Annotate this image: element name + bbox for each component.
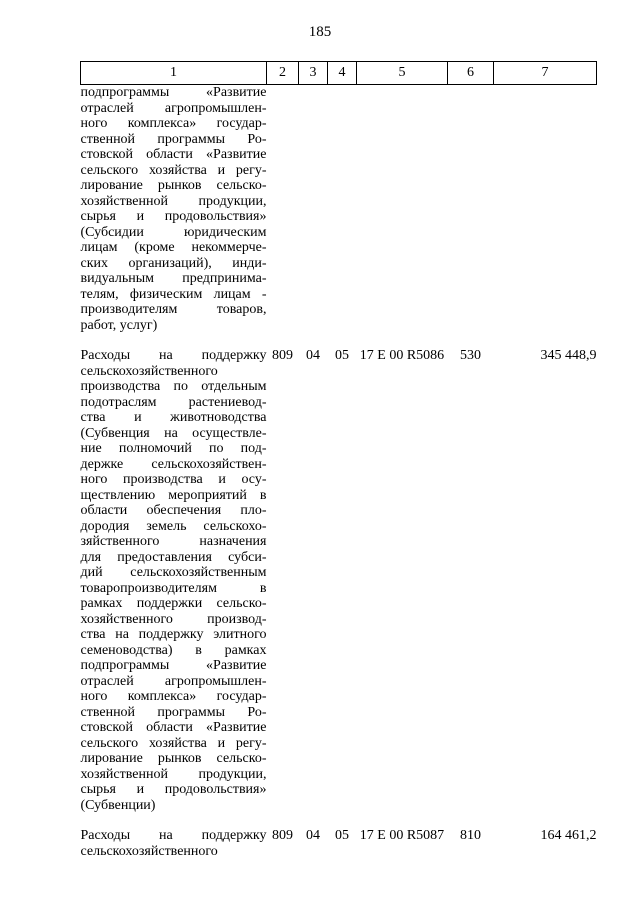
description-line: ственной программы Ро-: [80, 131, 267, 147]
row-subsection-code: 05: [335, 348, 349, 363]
description-line: подпрограммы «Развитие: [80, 658, 267, 673]
column-header: 5: [357, 62, 448, 85]
row-amount: 164 461,2: [540, 828, 597, 843]
description-line: ние полномочий по под-: [80, 441, 267, 456]
column-header: 1: [81, 62, 267, 85]
description-line: ства на поддержку элитного: [80, 627, 267, 642]
description-line: подпрограммы «Развитие: [80, 85, 267, 100]
row-subsection-code: 05: [335, 828, 349, 843]
row-expense-type-code: 810: [460, 828, 481, 843]
description-line: стовской области «Развитие: [80, 147, 267, 162]
description-line: товаропроизводителям в: [80, 580, 267, 596]
description-line: сырья и продовольствия»: [80, 209, 267, 224]
description-line: отраслей агропромышлен-: [80, 100, 267, 116]
column-header: 6: [448, 62, 494, 85]
row-section-code: 04: [306, 348, 320, 363]
row-ministry-code: 809: [272, 348, 293, 363]
description-line: сельского хозяйства и регу-: [80, 162, 267, 178]
description-line: ществлению мероприятий в: [80, 487, 267, 503]
description-line: ного комплекса» государ-: [80, 116, 267, 131]
description-line: ного производства и осу-: [80, 472, 267, 487]
description-line: дородия земель сельскохо-: [80, 518, 267, 534]
row-ministry-code: 809: [272, 828, 293, 843]
row-ministry-code: [267, 85, 299, 334]
description-line: ного комплекса» государ-: [80, 689, 267, 704]
description-line: телям, физическим лицам -: [80, 286, 267, 302]
description-line: сельскохозяйственного: [80, 843, 218, 859]
row-description: [81, 85, 267, 334]
description-line: области обеспечения пло-: [80, 503, 267, 518]
description-line: лирование рынков сельско-: [80, 178, 267, 193]
row-amount: 345 448,9: [540, 348, 597, 363]
description-line: зяйственного назначения: [80, 534, 267, 549]
description-line: лирование рынков сельско-: [80, 751, 267, 766]
row-description: [81, 348, 267, 813]
row-spacer: [81, 333, 597, 348]
description-line: видуальным предпринима-: [80, 271, 267, 286]
description-line: дий сельскохозяйственным: [80, 565, 267, 580]
description-line: производства по отдельным: [80, 379, 267, 394]
description-line: ских организаций), инди-: [80, 255, 267, 271]
description-line: Расходы на поддержку: [80, 828, 267, 843]
row-subsection-code: [328, 85, 357, 334]
description-line: для предоставления субси-: [80, 549, 267, 565]
description-line: стовской области «Развитие: [80, 720, 267, 735]
row-section-code: 04: [306, 828, 320, 843]
description-line: подотраслям растениевод-: [80, 394, 267, 410]
budget-table: [80, 61, 597, 859]
column-header: 3: [299, 62, 328, 85]
description-line: сельского хозяйства и регу-: [80, 735, 267, 751]
row-description: [81, 828, 267, 859]
row-expense-type-code: 530: [460, 348, 481, 363]
description-line: держке сельскохозяйствен-: [80, 456, 267, 472]
description-line: сырья и продовольствия»: [80, 782, 267, 797]
row-spacer: [81, 813, 597, 828]
description-line: (Субсидии юридическим: [80, 224, 267, 240]
row-amount: [494, 85, 597, 334]
description-line: хозяйственной продукции,: [80, 766, 267, 782]
description-line: отраслей агропромышлен-: [80, 673, 267, 689]
description-line: ственной программы Ро-: [80, 704, 267, 720]
description-line: сельскохозяйственного: [80, 363, 218, 379]
description-line: хозяйственной продукции,: [80, 193, 267, 209]
column-header: 7: [494, 62, 597, 85]
description-line: хозяйственного производ-: [80, 611, 267, 627]
row-expense-type-code: [448, 85, 494, 334]
description-line: рамках поддержки сельско-: [80, 596, 267, 611]
table-row: [81, 85, 597, 334]
description-line: семеноводства) в рамках: [80, 642, 267, 658]
page-number: 185: [308, 24, 332, 40]
table-row: [81, 348, 597, 813]
column-header: 2: [267, 62, 299, 85]
row-target-article-code: 17 Е 00 R5087: [359, 828, 445, 843]
row-target-article-code: 17 Е 00 R5086: [359, 348, 445, 363]
description-line: Расходы на поддержку: [80, 348, 267, 363]
description-line: лицам (кроме некоммерче-: [80, 240, 267, 255]
description-line: ства и животноводства: [80, 410, 267, 425]
table-row: [81, 828, 597, 859]
row-section-code: [299, 85, 328, 334]
column-header: 4: [328, 62, 357, 85]
description-line: (Субвенции): [80, 797, 156, 813]
table-header-row: [81, 62, 597, 85]
description-line: производителям товаров,: [80, 302, 267, 317]
description-line: работ, услуг): [80, 317, 158, 333]
description-line: (Субвенция на осуществле-: [80, 425, 267, 441]
row-target-article-code: [357, 85, 448, 334]
